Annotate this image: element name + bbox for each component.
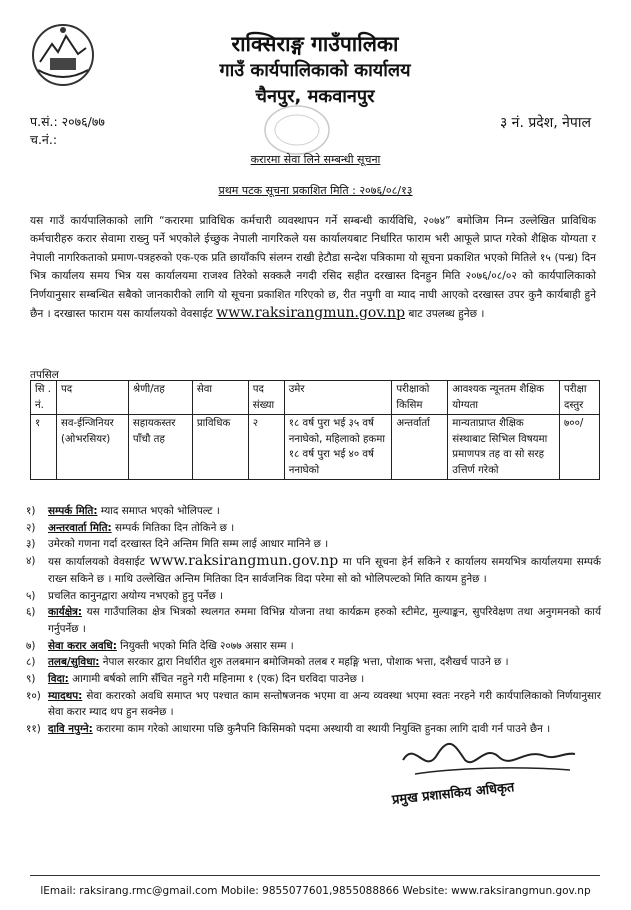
item-label: सम्पर्क मिति:	[48, 505, 98, 517]
header-post: पद	[56, 381, 128, 415]
footer-divider	[30, 875, 600, 876]
header-service: सेवा	[192, 381, 248, 415]
list-item	[26, 671, 601, 688]
list-item	[26, 536, 601, 553]
website-link[interactable]: www.raksirangmun.gov.np	[216, 305, 406, 322]
item-text: सेवा करारको अवधि समाप्त भए पश्चात काम सन्तोषजनक भएमा वा अन्य व्यवस्था भएमा स्वतः नरहने गरी कार्यपालिकाको निर्णयानुसार सेवा करार म्याद थप हुन सक्नेछ ।	[48, 689, 601, 719]
list-item	[26, 588, 601, 605]
cell-service: प्राविधिक	[192, 415, 248, 480]
item-number: ७)	[26, 639, 36, 652]
item-text: उमेरको गणना गर्दा दरखास्त दिने अन्तिम मिति सम्म लाई आधार मानिने छ ।	[48, 538, 329, 551]
cell-age: १८ वर्ष पुरा भई ३५ वर्ष ननाघेको, महिलाको हकमा १८ वर्ष पुरा भई ४० वर्ष ननाघेको	[284, 415, 392, 480]
table-row	[31, 415, 600, 480]
dispatch-number: च.नं.:	[30, 132, 58, 147]
item-number: ४)	[26, 555, 36, 568]
header-level: श्रेणी/तह	[128, 381, 192, 415]
header-qualification: आवश्यक न्यूनतम शैक्षिक योग्यता	[448, 381, 560, 415]
header-exam-type: परीक्षाको किसिम	[392, 381, 448, 415]
cell-exam-type: अन्तर्वार्ता	[392, 415, 448, 480]
vacancy-table	[30, 380, 600, 480]
header-exam-fee: परीक्षा दस्तुर	[559, 381, 599, 415]
letter-number: प.सं.: २०७६/७७	[30, 114, 105, 129]
item-text: नियुक्ती भएको मिति देखि २०७७ असार सम्म ।	[116, 639, 294, 652]
intro-text: यस गाउँ कार्यपालिकाको लागि “करारमा प्राविधिक कर्मचारी व्यवस्थापन गर्ने सम्बन्धी कार्यविधि, २०७४” बमोजिम निम्न उल्लेखित प्राविधिक कर्मचारीहरु करार सेवामा राख्नु पर्ने भएकोले ईच्छुक नेपाली नागरिकले यस कार्यालयबाट निर्धारित फाराम भरी आफूले प्राप्त गरेको शैक्षिक योग्यता र नेपाली नागरिकताको प्रमाण-पत्रहरुको एक-एक प्रति छायाँकपि संलग्न राखी हेटौडा सन्देश पत्रिकामा यो सूचना प्रकाशित भएको मितिले १५ (पन्ध्र) दिन भित्र कार्यालय समय भित्र यस कार्यालयमा राजश्व तिरेको सक्कलै नगदी रसिद सहीत दरखास्त दिनहुन मिति २०७६/०८/०२ को कार्यपालिकाको निर्णयानुसार सम्बन्धित सबैको जानकारीको लागि यो सूचना प्रकाशित गरिएको छ, रीत नपुगी वा म्याद नाघी आएको दरखास्त उपर कुनै कार्यबाही हुने छैन । दरखास्त फाराम यस कार्यालयको वेवसाईट	[30, 215, 596, 321]
list-item	[26, 688, 601, 721]
item-number: २)	[26, 521, 36, 534]
footer-contact: lEmail: raksirang.rmc@gmail.com Mobile: 9855077601,9855088866 Website: www.raksirangmun.gov.np	[40, 885, 591, 897]
intro-tail: बाट उपलब्ध हुनेछ ।	[408, 308, 485, 321]
province-label: ३ नं. प्रदेश, नेपाल	[499, 115, 591, 131]
list-item	[26, 503, 601, 520]
list-item	[26, 604, 601, 637]
handwritten-signature	[395, 730, 580, 780]
conditions-list	[26, 503, 601, 738]
signatory-designation: प्रमुख प्रशासकिय अधिकृत	[391, 780, 516, 808]
office-name: गाउँ कार्यपालिकाको कार्यालय	[219, 60, 411, 81]
nepal-government-emblem-icon	[28, 22, 98, 88]
item-text: प्रचलित कानुनद्वारा अयोग्य नभएको हुनु पर्नेछ ।	[48, 589, 224, 602]
item-text: यस कार्यालयको वेवसाईट	[48, 556, 145, 569]
item-label: दावि नपुग्ने:	[48, 723, 93, 736]
website-link[interactable]: www.raksirangmun.gov.np	[149, 553, 339, 570]
schedule-label: तपसिल	[30, 369, 59, 381]
item-label: कार्यक्षेत्र:	[48, 606, 83, 619]
item-label: सेवा करार अवधि:	[48, 639, 117, 652]
item-label: अन्तरवार्ता मिति:	[48, 521, 112, 534]
item-label: म्यादथप:	[48, 689, 83, 702]
item-text: करारमा काम गरेको आधारमा पछि कुनैपनि किसिमको पदमा अस्थायी वा स्थायी नियुक्ति हुनका लागि दावी गर्न पाउने छैन ।	[92, 723, 551, 736]
list-item	[26, 553, 601, 587]
item-number: ८)	[26, 656, 36, 669]
municipality-name: राक्सिराङ्ग गाउँपालिका	[231, 32, 399, 56]
notice-subject: करारमा सेवा लिने सम्बन्धी सूचना	[250, 153, 381, 166]
office-address: चैनपुर, मकवानपुर	[255, 86, 375, 107]
office-seal-stamp	[262, 103, 332, 158]
item-number: १०)	[26, 689, 41, 702]
cell-exam-fee: ७००/	[559, 415, 599, 480]
cell-qualification: मान्यताप्राप्त शैक्षिक संस्थाबाट सिभिल विषयमा प्रमाणपत्र तह वा सो सरह उत्तिर्ण गरेको	[448, 415, 560, 480]
item-label: तलब/सुविधा:	[48, 656, 100, 669]
item-label: विदा:	[48, 673, 69, 686]
item-number: १)	[26, 505, 36, 517]
item-text: यस गाउँपालिका क्षेत्र भित्रको स्थलगत रुममा विभिन्न योजना तथा कार्यक्रम हरुको स्टीमेट, मुल्याङ्कन, सुपरिवेक्षण तथा अनुगमनको कार्य गर्नुपर्नेछ ।	[48, 606, 601, 635]
cell-post-count: २	[248, 415, 284, 480]
item-number: ३)	[26, 538, 36, 551]
list-item	[26, 638, 601, 655]
item-text: सम्पर्क मितिका दिन तोकिने छ ।	[111, 521, 235, 534]
cell-serial: १	[31, 415, 57, 480]
item-text: नेपाल सरकार द्वारा निर्धारीत शुरु तलबमान बमोजिमको तलब र महङ्गि भत्ता, पोशाक भत्ता, दशैखर्च पाउने छ ।	[99, 656, 509, 669]
table-header-row	[31, 381, 600, 415]
list-item	[26, 654, 601, 671]
item-number: ६)	[26, 606, 36, 619]
intro-paragraph	[30, 212, 596, 323]
item-text: आगामी बर्षको लागि सँचित नहुने गरी महिनामा १ (एक) दिन घरविदा पाउनेछ ।	[68, 673, 365, 686]
cell-post: सव-ईन्जिनियर (ओभरसियर)	[56, 415, 128, 480]
list-item	[26, 520, 601, 537]
header-serial: सि . नं.	[31, 381, 57, 415]
item-number: ५)	[26, 589, 36, 602]
item-text: म्याद समाप्त भएको भोलिपल्ट ।	[97, 505, 220, 517]
publication-date: प्रथम पटक सूचना प्रकाशित मिति : २०७६/०८/१३	[218, 184, 413, 197]
cell-level: सहायकस्तर पाँचौ तह	[128, 415, 192, 480]
header-age: उमेर	[284, 381, 392, 415]
header-post-count: पद संख्या	[248, 381, 284, 415]
item-number: ९)	[26, 673, 36, 686]
item-number: ११)	[26, 723, 41, 736]
item-text-continued: मा पनि सूचना हेर्न सकिने र कार्यालय समयभित्र कार्यालयमा सम्पर्क राख्न सकिने छ । माथि उल्लेखित अन्तिम मितिका दिन सार्वजनिक विदा परेमा सो को भोलिपल्टको मिति कायम हुनेछ ।	[48, 556, 601, 585]
